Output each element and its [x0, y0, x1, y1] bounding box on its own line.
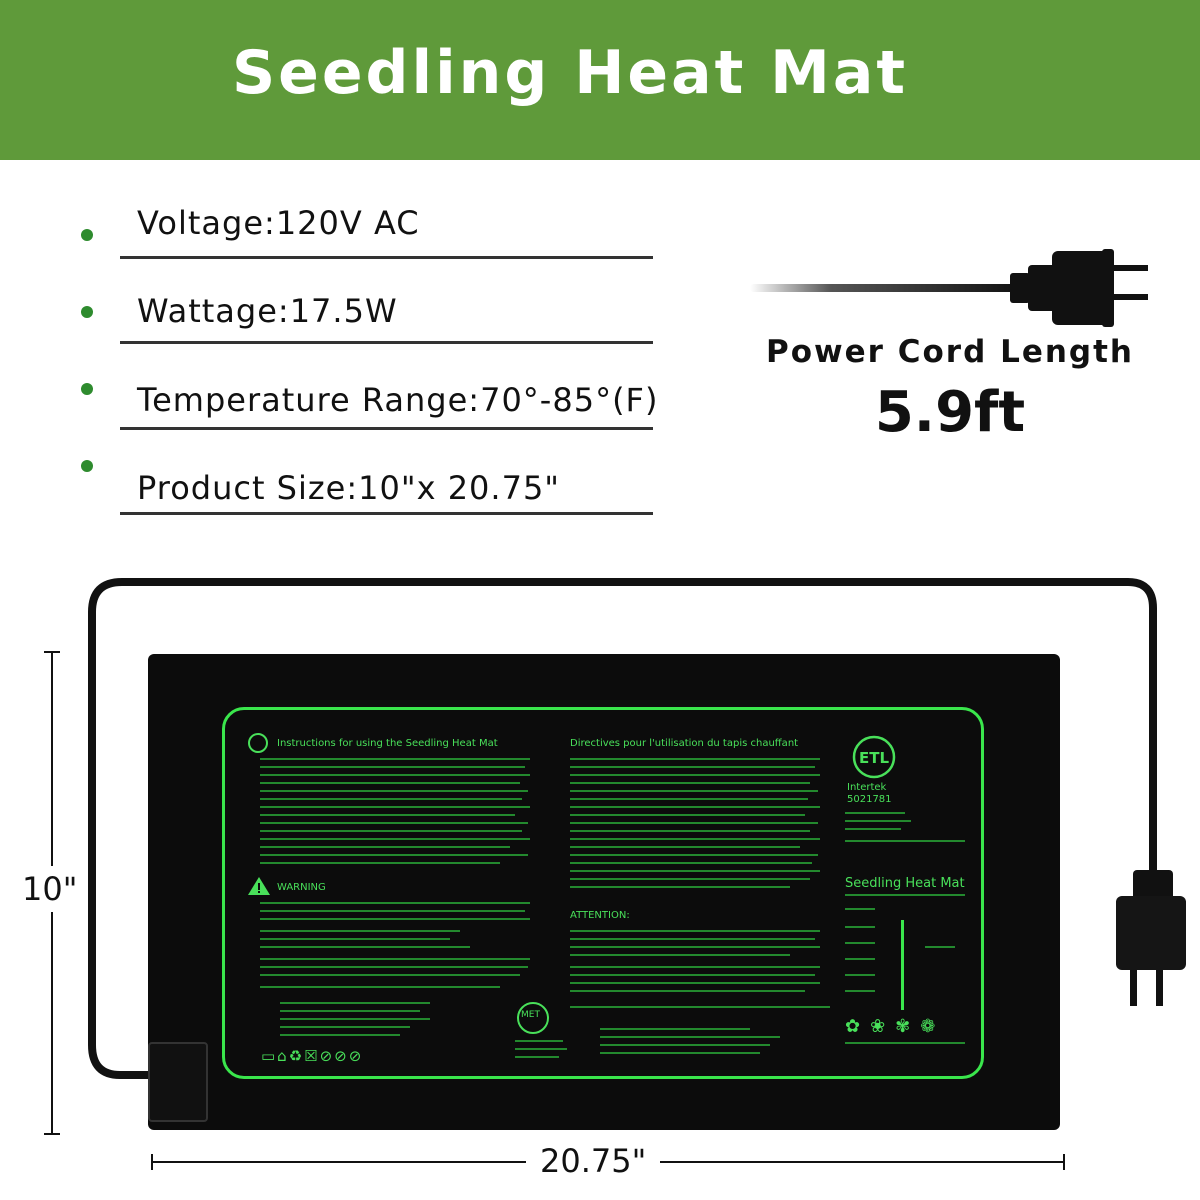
text-line — [845, 812, 905, 814]
info-icon — [247, 732, 269, 754]
text-line — [570, 774, 820, 776]
text-line — [570, 966, 820, 968]
text-line — [260, 798, 522, 800]
mat-label-panel — [222, 707, 984, 1079]
text-line — [260, 838, 530, 840]
instructions-title-fr: Directives pour l'utilisation du tapis chauffant — [570, 738, 799, 749]
bullet-icon — [81, 383, 93, 395]
text-line — [570, 798, 808, 800]
text-line — [570, 862, 812, 864]
text-line — [260, 930, 460, 932]
text-line — [260, 814, 515, 816]
text-line — [570, 878, 810, 880]
cert-number: 5021781 — [847, 794, 892, 805]
text-line — [260, 846, 510, 848]
divider — [120, 427, 653, 430]
text-line — [280, 1018, 430, 1020]
text-line — [600, 1036, 780, 1038]
text-line — [260, 938, 450, 940]
text-line — [845, 974, 875, 976]
text-line — [570, 946, 820, 948]
text-line — [570, 854, 818, 856]
svg-text:ETL: ETL — [858, 749, 890, 767]
text-line — [260, 966, 528, 968]
text-line — [570, 830, 810, 832]
text-line — [570, 838, 820, 840]
text-line — [570, 930, 820, 932]
text-line — [570, 766, 815, 768]
spec-temperature: Temperature Range:70°-85°(F) — [137, 381, 659, 419]
text-line — [600, 1044, 770, 1046]
met-mark-label: MET — [521, 1010, 540, 1020]
divider — [120, 256, 653, 259]
text-line — [570, 846, 800, 848]
text-line — [260, 918, 530, 920]
text-line — [570, 814, 805, 816]
cord-length-label: Power Cord Length — [765, 334, 1134, 370]
text-line — [260, 854, 528, 856]
text-line — [845, 958, 875, 960]
panel-product-title: Seedling Heat Mat — [845, 876, 965, 891]
text-line — [570, 954, 790, 956]
text-line — [260, 758, 530, 760]
text-line — [260, 790, 528, 792]
power-plug-icon — [740, 245, 1160, 330]
attention-heading: ATTENTION: — [570, 910, 630, 921]
text-line — [845, 990, 875, 992]
text-line — [260, 958, 530, 960]
mat-connector — [148, 1042, 208, 1122]
plant-growth-icon: ✿❀✾❁ — [845, 1016, 946, 1037]
text-line — [845, 894, 965, 896]
text-line — [845, 828, 901, 830]
width-label: 20.75" — [526, 1142, 660, 1180]
text-line — [570, 982, 820, 984]
text-line — [260, 774, 530, 776]
text-line — [925, 946, 955, 948]
header-banner — [0, 0, 1200, 160]
text-line — [515, 1056, 559, 1058]
instructions-title: Instructions for using the Seedling Heat Mat — [277, 738, 498, 749]
text-line — [260, 974, 520, 976]
text-line — [515, 1040, 563, 1042]
divider — [120, 512, 653, 515]
text-line — [600, 1028, 750, 1030]
text-line — [280, 1002, 430, 1004]
compliance-symbols-icon: ▭⌂♻☒⊘⊘⊘ — [261, 1047, 364, 1065]
text-line — [260, 862, 500, 864]
text-line — [845, 942, 875, 944]
text-line — [260, 986, 500, 988]
text-line — [570, 974, 815, 976]
spec-wattage: Wattage:17.5W — [137, 292, 398, 330]
text-line — [570, 790, 818, 792]
etl-certification-icon — [851, 734, 897, 780]
text-line — [260, 830, 522, 832]
warning-heading: WARNING — [277, 882, 326, 893]
text-line — [280, 1034, 400, 1036]
height-label: 10" — [22, 866, 77, 912]
text-line — [845, 1042, 965, 1044]
text-line — [570, 870, 820, 872]
text-line — [570, 822, 818, 824]
text-line — [570, 990, 805, 992]
text-line — [570, 806, 820, 808]
cord-length-value: 5.9ft — [874, 380, 1026, 445]
page-title: Seedling Heat Mat — [231, 38, 909, 108]
text-line — [260, 806, 530, 808]
text-line — [260, 902, 530, 904]
text-line — [570, 1006, 830, 1008]
text-line — [280, 1010, 420, 1012]
text-line — [845, 926, 875, 928]
text-line — [260, 766, 525, 768]
spec-size: Product Size:10"x 20.75" — [137, 469, 561, 507]
text-line — [260, 910, 525, 912]
text-line — [600, 1052, 760, 1054]
bullet-icon — [81, 460, 93, 472]
text-line — [570, 782, 810, 784]
text-line — [845, 908, 875, 910]
text-line — [570, 886, 790, 888]
text-line — [260, 782, 520, 784]
text-line — [570, 758, 820, 760]
text-line — [260, 822, 528, 824]
text-line — [280, 1026, 410, 1028]
spec-voltage: Voltage:120V AC — [137, 204, 420, 242]
text-line — [845, 820, 911, 822]
cert-brand: Intertek — [847, 782, 887, 793]
text-line — [570, 938, 815, 940]
bullet-icon — [81, 306, 93, 318]
divider — [120, 341, 653, 344]
text-line — [845, 840, 965, 842]
bullet-icon — [81, 229, 93, 241]
text-line — [260, 946, 470, 948]
text-line — [515, 1048, 567, 1050]
thermometer-scale — [901, 920, 904, 1010]
warning-icon — [247, 876, 271, 896]
